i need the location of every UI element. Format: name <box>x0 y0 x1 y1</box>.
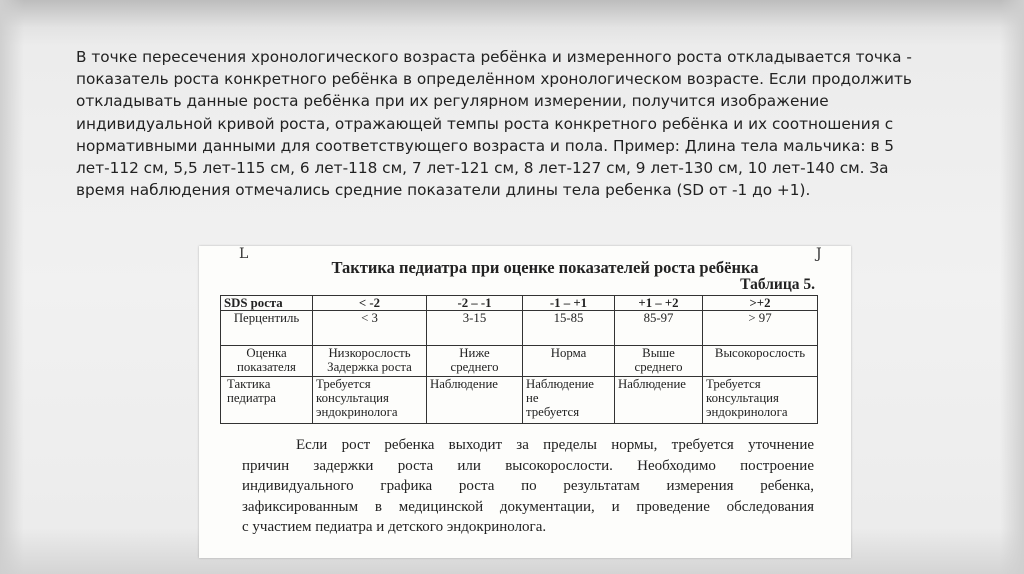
cell-line: Наблюдение <box>526 377 594 391</box>
cell-line: Оценка <box>246 346 287 360</box>
cell-line: Требуется <box>706 377 761 391</box>
intro-line: откладывать данные роста ребёнка при их регулярном измерении, получится изображение <box>76 92 829 111</box>
scan-corner-left: L <box>239 246 249 262</box>
table-number: Таблица 5. <box>740 276 815 293</box>
paragraph-line: зафиксированным в медицинской документации, и проведение обследования <box>242 498 814 515</box>
top-band <box>0 0 1024 28</box>
intro-line: показатель роста конкретного ребёнка в определённом хронологическом возрасте. Если продолжить <box>76 70 912 89</box>
table-cell <box>703 346 818 377</box>
intro-line: время наблюдения отмечались средние показатели длины тела ребенка (SD от -1 до +1). <box>76 181 811 200</box>
header-cell: +1 – +2 <box>615 296 703 311</box>
cell-line: Ниже <box>459 346 490 360</box>
cell-line: Высокорослость <box>714 346 806 360</box>
scan-corner-right: J <box>816 246 822 262</box>
row-label <box>221 377 313 424</box>
header-cell: -2 – -1 <box>427 296 523 311</box>
intro-line: нормативными данными для соответствующего возраста и пола. Пример: Длина тела мальчика: в 5 <box>76 136 894 155</box>
row-label <box>221 346 313 377</box>
cell-line: консультация <box>316 391 389 405</box>
table-cell <box>313 377 427 424</box>
scan-paragraph <box>242 435 814 538</box>
cell-line: Наблюдение <box>618 377 686 391</box>
cell-line: показателя <box>237 360 296 374</box>
header-cell: SDS роста <box>221 296 313 311</box>
table-row <box>221 346 818 377</box>
table-cell <box>427 377 523 424</box>
intro-line: индивидуальной кривой роста, отражающей темпы роста конкретного ребёнка и их соотношения с <box>76 114 894 133</box>
scanned-document <box>199 246 851 558</box>
table-header-row <box>221 296 818 311</box>
cell-line: Низкорослость <box>328 346 411 360</box>
table-cell <box>313 346 427 377</box>
paragraph-line: Если рост ребенка выходит за пределы нормы, требуется уточнение <box>296 437 814 453</box>
row-label: Перцентиль <box>221 311 313 346</box>
cell-line: консультация <box>706 391 779 405</box>
table-title: Тактика педиатра при оценке показателей роста ребёнка <box>331 258 759 277</box>
paragraph-line: индивидуального графика роста по результатам измерения ребенка, <box>242 478 814 494</box>
paragraph-line: с участием педиатра и детского эндокринолога. <box>242 519 547 535</box>
table-row <box>221 311 818 346</box>
header-cell: >+2 <box>703 296 818 311</box>
table-cell <box>703 377 818 424</box>
cell-line: педиатра <box>227 391 276 405</box>
table-cell <box>615 346 703 377</box>
table-cell: 85-97 <box>615 311 703 346</box>
cell-line: Задержка роста <box>327 360 412 374</box>
paragraph-line: причин задержки роста или высокорослости. Необходимо построение <box>242 457 814 474</box>
table-row <box>221 377 818 424</box>
cell-line: Требуется <box>316 377 371 391</box>
table-cell: 15-85 <box>523 311 615 346</box>
table-cell: < 3 <box>313 311 427 346</box>
header-cell: < -2 <box>313 296 427 311</box>
header-cell: -1 – +1 <box>523 296 615 311</box>
cell-line: среднего <box>450 360 499 374</box>
table-cell: > 97 <box>703 311 818 346</box>
cell-line: Тактика <box>227 377 271 391</box>
cell-line: не <box>526 391 539 405</box>
cell-line: эндокринолога <box>316 405 398 419</box>
cell-line: среднего <box>634 360 683 374</box>
intro-line: лет-112 см, 5,5 лет-115 см, 6 лет-118 см, 7 лет-121 см, 8 лет-127 см, 9 лет-130 см, 10 лет-140 см. За <box>76 159 889 178</box>
left-shade <box>0 0 24 574</box>
table-cell: 3-15 <box>427 311 523 346</box>
growth-tactics-table <box>220 295 818 424</box>
cell-line: Наблюдение <box>430 377 498 391</box>
table-cell <box>523 346 615 377</box>
table-cell <box>427 346 523 377</box>
cell-line: эндокринолога <box>706 405 788 419</box>
table-cell <box>523 377 615 424</box>
table-cell <box>615 377 703 424</box>
intro-text <box>76 46 956 201</box>
cell-line: Норма <box>550 346 587 360</box>
right-shade <box>1000 0 1024 574</box>
cell-line: требуется <box>526 405 580 419</box>
intro-line: В точке пересечения хронологического возраста ребёнка и измеренного роста откладывается точка - <box>76 48 912 66</box>
cell-line: Выше <box>642 346 675 360</box>
